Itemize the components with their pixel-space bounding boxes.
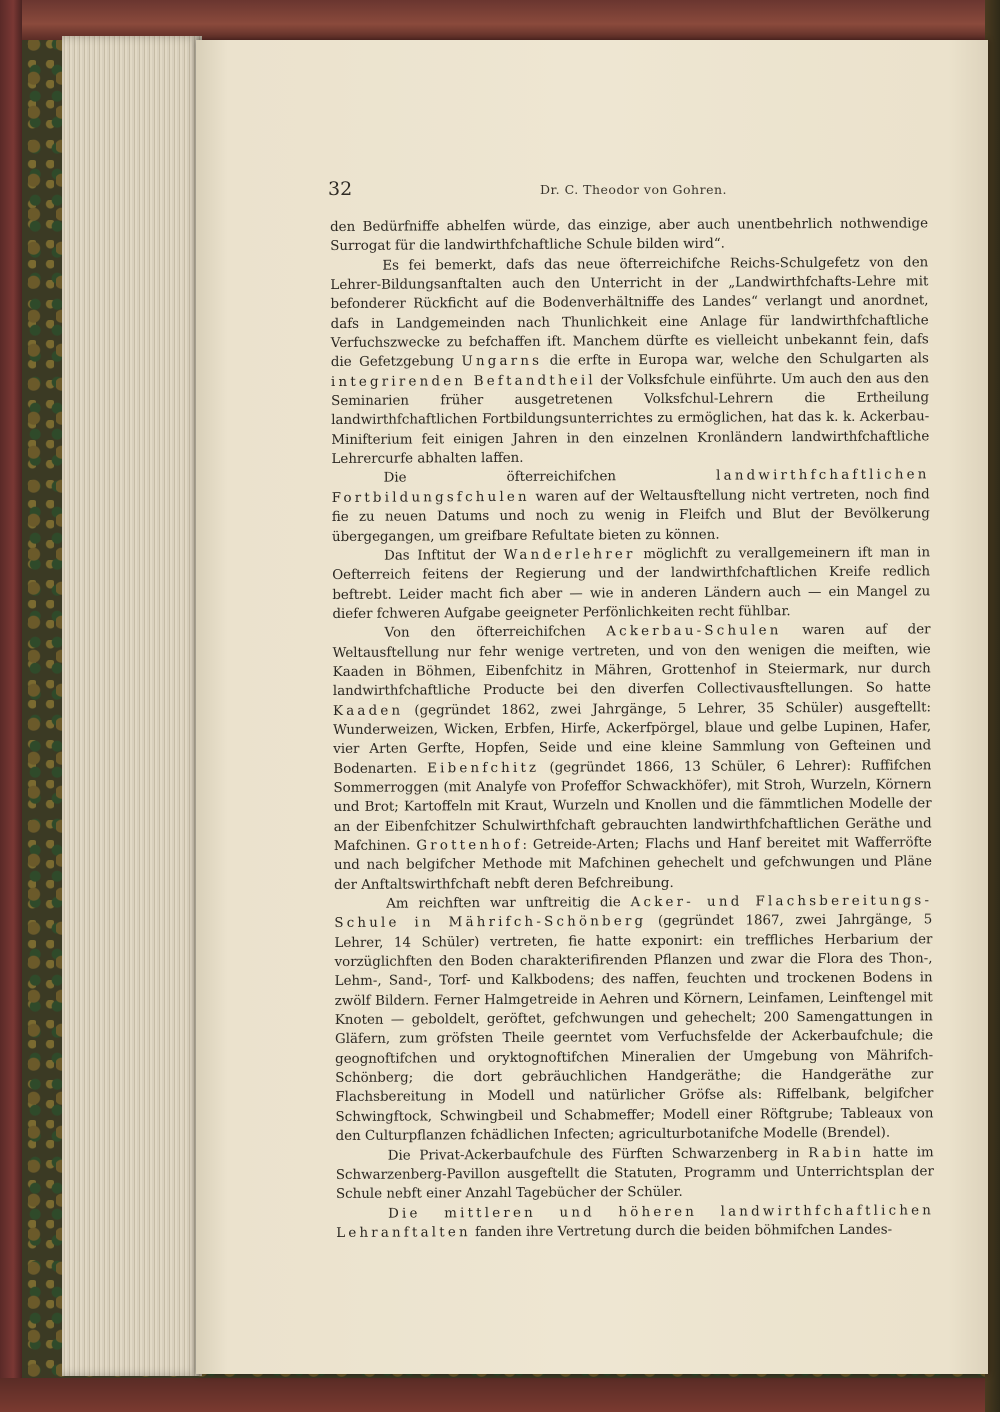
spaced-emphasis: Grottenhof bbox=[416, 837, 523, 854]
page-stack bbox=[62, 36, 202, 1376]
text-run: Das Inftitut der bbox=[384, 547, 504, 564]
spaced-emphasis: Ackerbau-Schulen bbox=[606, 623, 782, 640]
spaced-emphasis: Wanderlehrer bbox=[503, 546, 636, 563]
spaced-emphasis: Rabin bbox=[808, 1145, 865, 1161]
body-text bbox=[330, 214, 934, 1243]
paragraph bbox=[334, 891, 934, 1146]
spaced-emphasis: Die mittleren und höheren landwirthfchaftlichen Lehranftalten bbox=[336, 1202, 935, 1241]
text-run: (gegründet 1867, zwei Jahrgänge, 5 Lehrer, 14 Schüler) vertreten, fie hatte exponirt: ein treffliches Herbarium der vorzüglichften den Boden charakterifirenden Pflanzen und zwar die Flora des Thon-, Lehm-, Sand-, Torf- und Kalkbodens; des naffen, feuchten und trockenen Bodens in zwölf Bildern. Ferner Halmgetreide in Aehren und Körnern, Leinfamen, Leinftengel mit Knoten — geboldelt, geröftet, gefchwungen und gehechelt; 200 Samengattungen in Gläfern, zum gröfsten Theile geerntet vom Verfuchsfelde der Ackerbaufchule; die geognoftifchen und oryktognoftifchen Mineralien der Umgebung von Mährifch-Schönberg; die dort gebräuchlichen Handgeräthe; die Handgeräthe zur Flachsbereitung in Modell und natürlicher Gröfse als: Riffelbank, belgifcher Schwingftock, Schwingbeil und Schabmeffer; Modell einer Röftgrube; Tableaux von den Culturpflanzen fchädlichen Infecten; agriculturbotanifche Modelle (Brendel). bbox=[334, 912, 934, 1145]
spaced-emphasis: integrirenden Beftandtheil bbox=[330, 373, 596, 390]
text-run: Die Privat-Ackerbaufchule des Fürften Schwarzenberg in bbox=[387, 1145, 809, 1164]
text-run: Es fei bemerkt, dafs das neue öfterreichifche Reichs-Schulgefetz von den Lehrer-Bildungsanftalten auch den Unterricht in der „Landwirthfchafts-Lehre mit befonderer Rückficht auf die Bodenverhältniffe des Landes“ verlangt und anordnet, dafs in Landgemeinden nach Thunlichkeit eine Anlage für landwirthfchaftliche Verfuchszwecke zu befchaffen ift. Manchem dürfte es vielleicht unbekannt fein, dafs die Gefetzgebung bbox=[330, 255, 929, 371]
spaced-emphasis: Ungarns bbox=[461, 354, 543, 370]
spaced-emphasis: landwirthfchaftlichen Fortbildungsfchulen bbox=[331, 467, 930, 506]
text-run: : Getreide-Arten; Flachs und Hanf bereitet mit Wafferröfte und nach belgifcher Methode mit Mafchinen gehechelt und gefchwungen und Pläne der Anftaltswirthfchaft nebft deren Befchreibung. bbox=[333, 835, 932, 893]
cover-spine bbox=[0, 0, 22, 1412]
spaced-emphasis: Acker- und Flachsbereitungs-Schule in Mährifch-Schönberg bbox=[334, 893, 933, 932]
spaced-emphasis: Eibenfchitz bbox=[427, 760, 540, 777]
text-run: möglichft zu verallgemeinern ift man in Oefterreich feitens der Regierung und der landwirthfchaftlichen Kreife redlich beftrebt. Leider macht fich aber — wie in anderen Ländern auch — ein Mangel zu diefer fchweren Aufgabe geeigneter Perfönlichkeiten recht fühlbar. bbox=[332, 545, 931, 622]
cover-bottom-edge bbox=[0, 1378, 1000, 1412]
text-run: Von den öfterreichifchen bbox=[384, 624, 607, 641]
paragraph bbox=[330, 214, 928, 256]
text-run: hatte im Schwarzenberg-Pavillon ausgeftellt die Statuten, Programm und Unterrichtsplan der Schule nebft einer Anzahl Tagebücher der Schüler. bbox=[335, 1144, 934, 1203]
paragraph bbox=[330, 253, 929, 469]
paragraph bbox=[336, 1201, 934, 1243]
text-run: die erfte in Europa war, welche den Schulgarten als bbox=[542, 351, 929, 370]
text-run: fanden ihre Vertretung durch die beiden böhmifchen Landes- bbox=[470, 1222, 893, 1241]
text-run: (gegründet 1862, zwei Jahrgänge, 5 Lehrer, 35 Schüler) ausgeftellt: Wunderweizen, Wicken, Erbfen, Hirfe, Ackerfpörgel, blaue und gelbe Lupinen, Hafer, vier Arten Gerfte, Hopfen, Seide und eine kleine Sammlung von Gefteinen und Bodenarten. bbox=[333, 699, 932, 777]
text-run: den Bedürfniffe abhelfen würde, das einzige, aber auch unentbehrlich nothwendige Surrogat für die landwirthfchaftliche Schule bilden wird“. bbox=[330, 216, 929, 255]
text-run: waren auf der Weltausftellung nur fehr wenige vertreten, und von den wenigen die meiften, wie Kaaden in Böhmen, Eibenfchitz in Mähren, Grottenhof in Steiermark, nur durch landwirthfchaftliche Producte bei den diverfen Collectivausftellungen. So hatte bbox=[332, 622, 931, 700]
running-head: Dr. C. Theodor von Gohren. bbox=[540, 182, 727, 197]
paragraph bbox=[332, 621, 932, 895]
cover-top-edge bbox=[0, 0, 1000, 40]
text-run: (gegründet 1866, 13 Schüler, 6 Lehrer): Ruffifchen Sommerroggen (mit Analyfe von Profeffor Schwackhöfer), mit Stroh, Wurzeln, Körnern und Brot; Kartoffeln mit Kraut, Wurzeln und Knollen und die fämmtlichen Modelle der an der Eibenfchitzer Schulwirthfchaft gebrauchten landwirthfchaftlichen Geräthe und Mafchinen. bbox=[333, 757, 932, 854]
text-run: waren auf der Weltausftellung nicht vertreten, noch find fie zu neuen Datums und noch zu wenig in Fleifch und Blut der Bevölkerung übergegangen, um greifbare Refultate bieten zu können. bbox=[331, 487, 930, 545]
paragraph bbox=[336, 1143, 934, 1205]
paragraph bbox=[332, 543, 930, 624]
text-run: der Volksfchule einführte. Um auch den aus den Seminarien früher ausgetretenen Volksfchul-Lehrern die Ertheilung landwirthfchaftlichen Fortbildungsunterrichtes zu ermöglichen, hat das k. k. Ackerbau-Minifterium feit einigen Jahren in den einzelnen Kronländern landwirthfchaftliche Lehrercurfe abhalten laffen. bbox=[331, 371, 930, 468]
spaced-emphasis: Kaaden bbox=[332, 703, 404, 719]
text-run: Die öfterreichifchen bbox=[383, 469, 717, 487]
paragraph bbox=[332, 466, 930, 547]
page-number: 32 bbox=[328, 178, 353, 200]
text-run: Am reichften war unftreitig die bbox=[386, 895, 631, 912]
